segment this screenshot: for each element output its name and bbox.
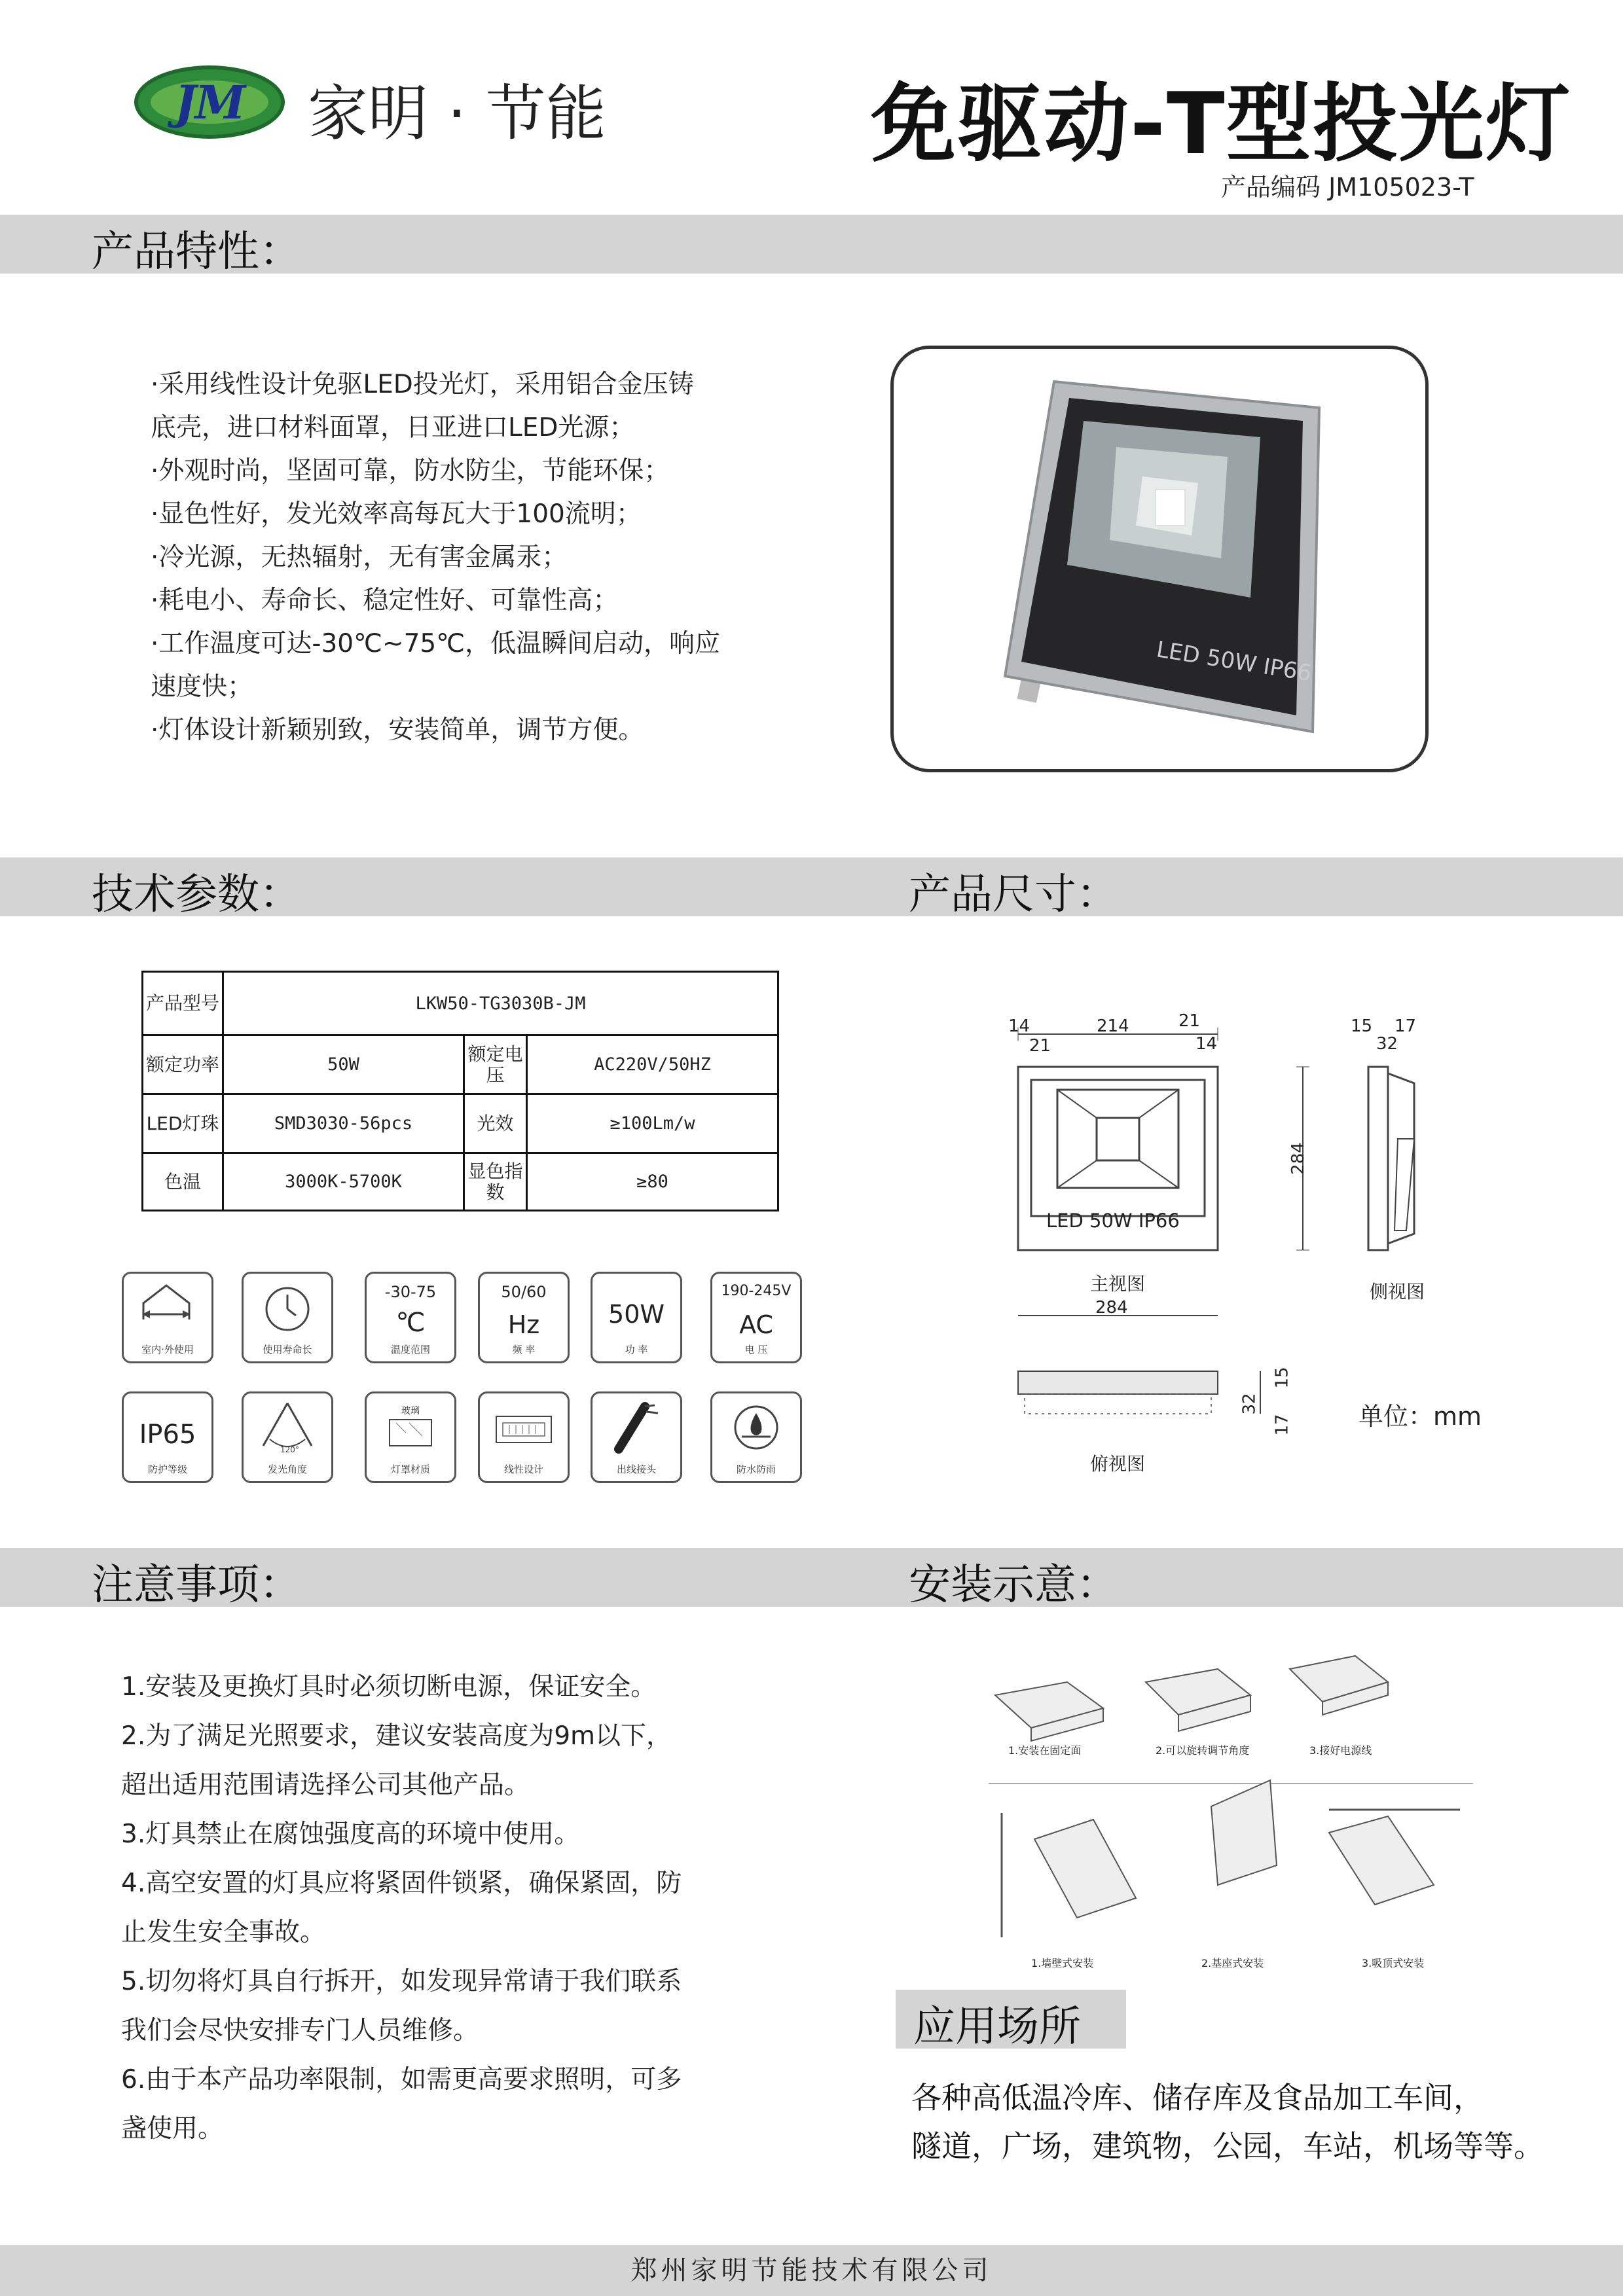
notes-heading: 注意事项： bbox=[92, 1561, 301, 1609]
install-heading: 安装示意： bbox=[909, 1561, 1118, 1609]
feature-item: ·采用线性设计免驱LED投光灯，采用铝合金压铸 bbox=[151, 370, 694, 399]
power-label: 额定功率 bbox=[143, 1035, 223, 1094]
features-heading: 产品特性： bbox=[92, 228, 301, 276]
feature-item: ·工作温度可达-30℃~75℃，低温瞬间启动，响应 bbox=[151, 629, 720, 658]
footer-company: 郑州家明节能技术有限公司 bbox=[0, 2245, 1623, 2296]
linear-design-icon: 线性设计 bbox=[478, 1391, 570, 1483]
side-view-caption: 侧视图 bbox=[1370, 1281, 1425, 1302]
dim-32: 32 bbox=[1376, 1034, 1398, 1054]
note-item: 止发生安全事故。 bbox=[121, 1918, 326, 1947]
note-item: 1.安装及更换灯具时必须切断电源，保证安全。 bbox=[121, 1672, 657, 1702]
svg-text:3.吸顶式安装: 3.吸顶式安装 bbox=[1362, 1957, 1425, 1969]
application-text bbox=[911, 2073, 1544, 2170]
top-view-caption: 俯视图 bbox=[1090, 1453, 1146, 1475]
size-heading: 产品尺寸： bbox=[909, 870, 1118, 919]
product-photo-frame bbox=[890, 346, 1429, 772]
dim-284-horizontal: 284 bbox=[1095, 1298, 1128, 1318]
model-label: 产品型号 bbox=[143, 972, 223, 1035]
note-item: 3.灯具禁止在腐蚀强度高的环境中使用。 bbox=[121, 1820, 580, 1849]
note-item: 2.为了满足光照要求，建议安装高度为9m以下， bbox=[121, 1721, 672, 1751]
note-item: 超出适用范围请选择公司其他产品。 bbox=[121, 1770, 530, 1800]
feature-item: ·冷光源，无热辐射，无有害金属汞； bbox=[151, 543, 568, 572]
note-item: 我们会尽快安排专门人员维修。 bbox=[121, 2016, 479, 2045]
cct-value: 3000K-5700K bbox=[223, 1153, 464, 1211]
company-logo bbox=[134, 65, 285, 139]
feature-item: 底壳，进口材料面罩，日亚进口LED光源； bbox=[151, 413, 635, 442]
power-value: 50W bbox=[223, 1035, 464, 1094]
application-line: 隧道，广场，建筑物，公园，车站，机场等等。 bbox=[911, 2128, 1544, 2164]
feature-item: ·外观时尚，坚固可靠，防水防尘，节能环保； bbox=[151, 456, 670, 486]
voltage-value: AC220V/50HZ bbox=[527, 1035, 778, 1094]
svg-text:2.可以旋转调节角度: 2.可以旋转调节角度 bbox=[1156, 1744, 1250, 1757]
dim-14-left: 14 bbox=[1008, 1016, 1030, 1036]
led-value: SMD3030-56pcs bbox=[223, 1094, 464, 1153]
dim-214: 214 bbox=[1097, 1016, 1129, 1036]
feature-item: ·耗电小、寿命长、稳定性好、可靠性高； bbox=[151, 586, 619, 615]
cri-value: ≥80 bbox=[527, 1153, 778, 1211]
indoor-outdoor-icon: 室内·外使用 bbox=[122, 1272, 213, 1363]
unit-label: 单位：mm bbox=[1359, 1402, 1482, 1431]
floodlight-photo bbox=[894, 349, 1425, 769]
notes-list bbox=[121, 1662, 776, 2153]
lamp-label: LED 50W IP66 bbox=[1154, 636, 1313, 687]
dim-284-vertical: 284 bbox=[1288, 1142, 1308, 1175]
dim-21-right: 21 bbox=[1178, 1011, 1201, 1031]
model-value: LKW50-TG3030B-JM bbox=[223, 972, 778, 1035]
svg-text:2.基座式安装: 2.基座式安装 bbox=[1201, 1957, 1264, 1969]
application-line: 各种高低温冷库、储存库及食品加工车间， bbox=[911, 2080, 1484, 2115]
feature-list bbox=[151, 363, 779, 752]
dim-15: 15 bbox=[1351, 1016, 1373, 1036]
spec-table bbox=[141, 971, 779, 1211]
note-item: 4.高空安置的灯具应将紧固件锁紧，确保紧固，防 bbox=[121, 1869, 682, 1898]
dim-top-32: 32 bbox=[1239, 1393, 1260, 1415]
svg-text:1.安装在固定面: 1.安装在固定面 bbox=[1008, 1744, 1082, 1757]
cover-material-icon: 玻璃 灯罩材质 bbox=[365, 1391, 456, 1483]
main-view-caption: 主视图 bbox=[1090, 1273, 1146, 1295]
svg-text:120°: 120° bbox=[280, 1445, 299, 1454]
feature-item: ·灯体设计新颖别致，安装简单，调节方便。 bbox=[151, 715, 644, 745]
installation-diagrams bbox=[989, 1623, 1486, 1977]
long-life-icon: 使用寿命长 bbox=[242, 1272, 333, 1363]
dim-top-15: 15 bbox=[1272, 1367, 1292, 1389]
voltage-label: 额定电压 bbox=[464, 1035, 527, 1094]
ip-rating-icon: IP65 防护等级 bbox=[122, 1391, 213, 1483]
dim-17: 17 bbox=[1395, 1016, 1417, 1036]
dimension-drawings bbox=[1002, 1008, 1460, 1545]
frequency-icon: 50/60 Hz 频 率 bbox=[478, 1272, 570, 1363]
svg-text:1.墙壁式安装: 1.墙壁式安装 bbox=[1031, 1957, 1094, 1969]
dim-top-17: 17 bbox=[1272, 1414, 1292, 1436]
voltage-icon: 190-245V AC 电 压 bbox=[710, 1272, 802, 1363]
temperature-range-icon: -30-75 ℃ 温度范围 bbox=[365, 1272, 456, 1363]
efficacy-label: 光效 bbox=[464, 1094, 527, 1153]
led-label: LED灯珠 bbox=[143, 1094, 223, 1153]
svg-text:3.接好电源线: 3.接好电源线 bbox=[1309, 1744, 1372, 1757]
application-heading: 应用场所 bbox=[913, 2003, 1081, 2051]
feature-item: ·显色性好，发光效率高每瓦大于100流明； bbox=[151, 499, 642, 529]
note-item: 盏使用。 bbox=[121, 2114, 224, 2144]
cct-label: 色温 bbox=[143, 1153, 223, 1211]
dim-21-left: 21 bbox=[1029, 1036, 1051, 1056]
tech-heading: 技术参数： bbox=[92, 870, 301, 919]
beam-angle-icon: 120° 发光角度 bbox=[242, 1391, 333, 1483]
logo-text: JM bbox=[174, 75, 245, 130]
front-view-label: LED 50W IP66 bbox=[1046, 1210, 1180, 1232]
product-code: 产品编码 JM105023-T bbox=[1221, 173, 1474, 202]
brand-name: 家明 · 节能 bbox=[308, 79, 606, 149]
cable-connector-icon: 出线接头 bbox=[591, 1391, 682, 1483]
note-item: 6.由于本产品功率限制，如需更高要求照明，可多 bbox=[121, 2065, 682, 2094]
page-title: 免驱动-T型投光灯 bbox=[871, 74, 1572, 173]
efficacy-value: ≥100Lm/w bbox=[527, 1094, 778, 1153]
feature-item: 速度快； bbox=[151, 672, 253, 702]
dim-14-right: 14 bbox=[1195, 1034, 1218, 1054]
cri-label: 显色指数 bbox=[464, 1153, 527, 1211]
note-item: 5.切勿将灯具自行拆开，如发现异常请于我们联系 bbox=[121, 1967, 682, 1996]
waterproof-icon: 防水防雨 bbox=[710, 1391, 802, 1483]
power-icon: 50W 功 率 bbox=[591, 1272, 682, 1363]
